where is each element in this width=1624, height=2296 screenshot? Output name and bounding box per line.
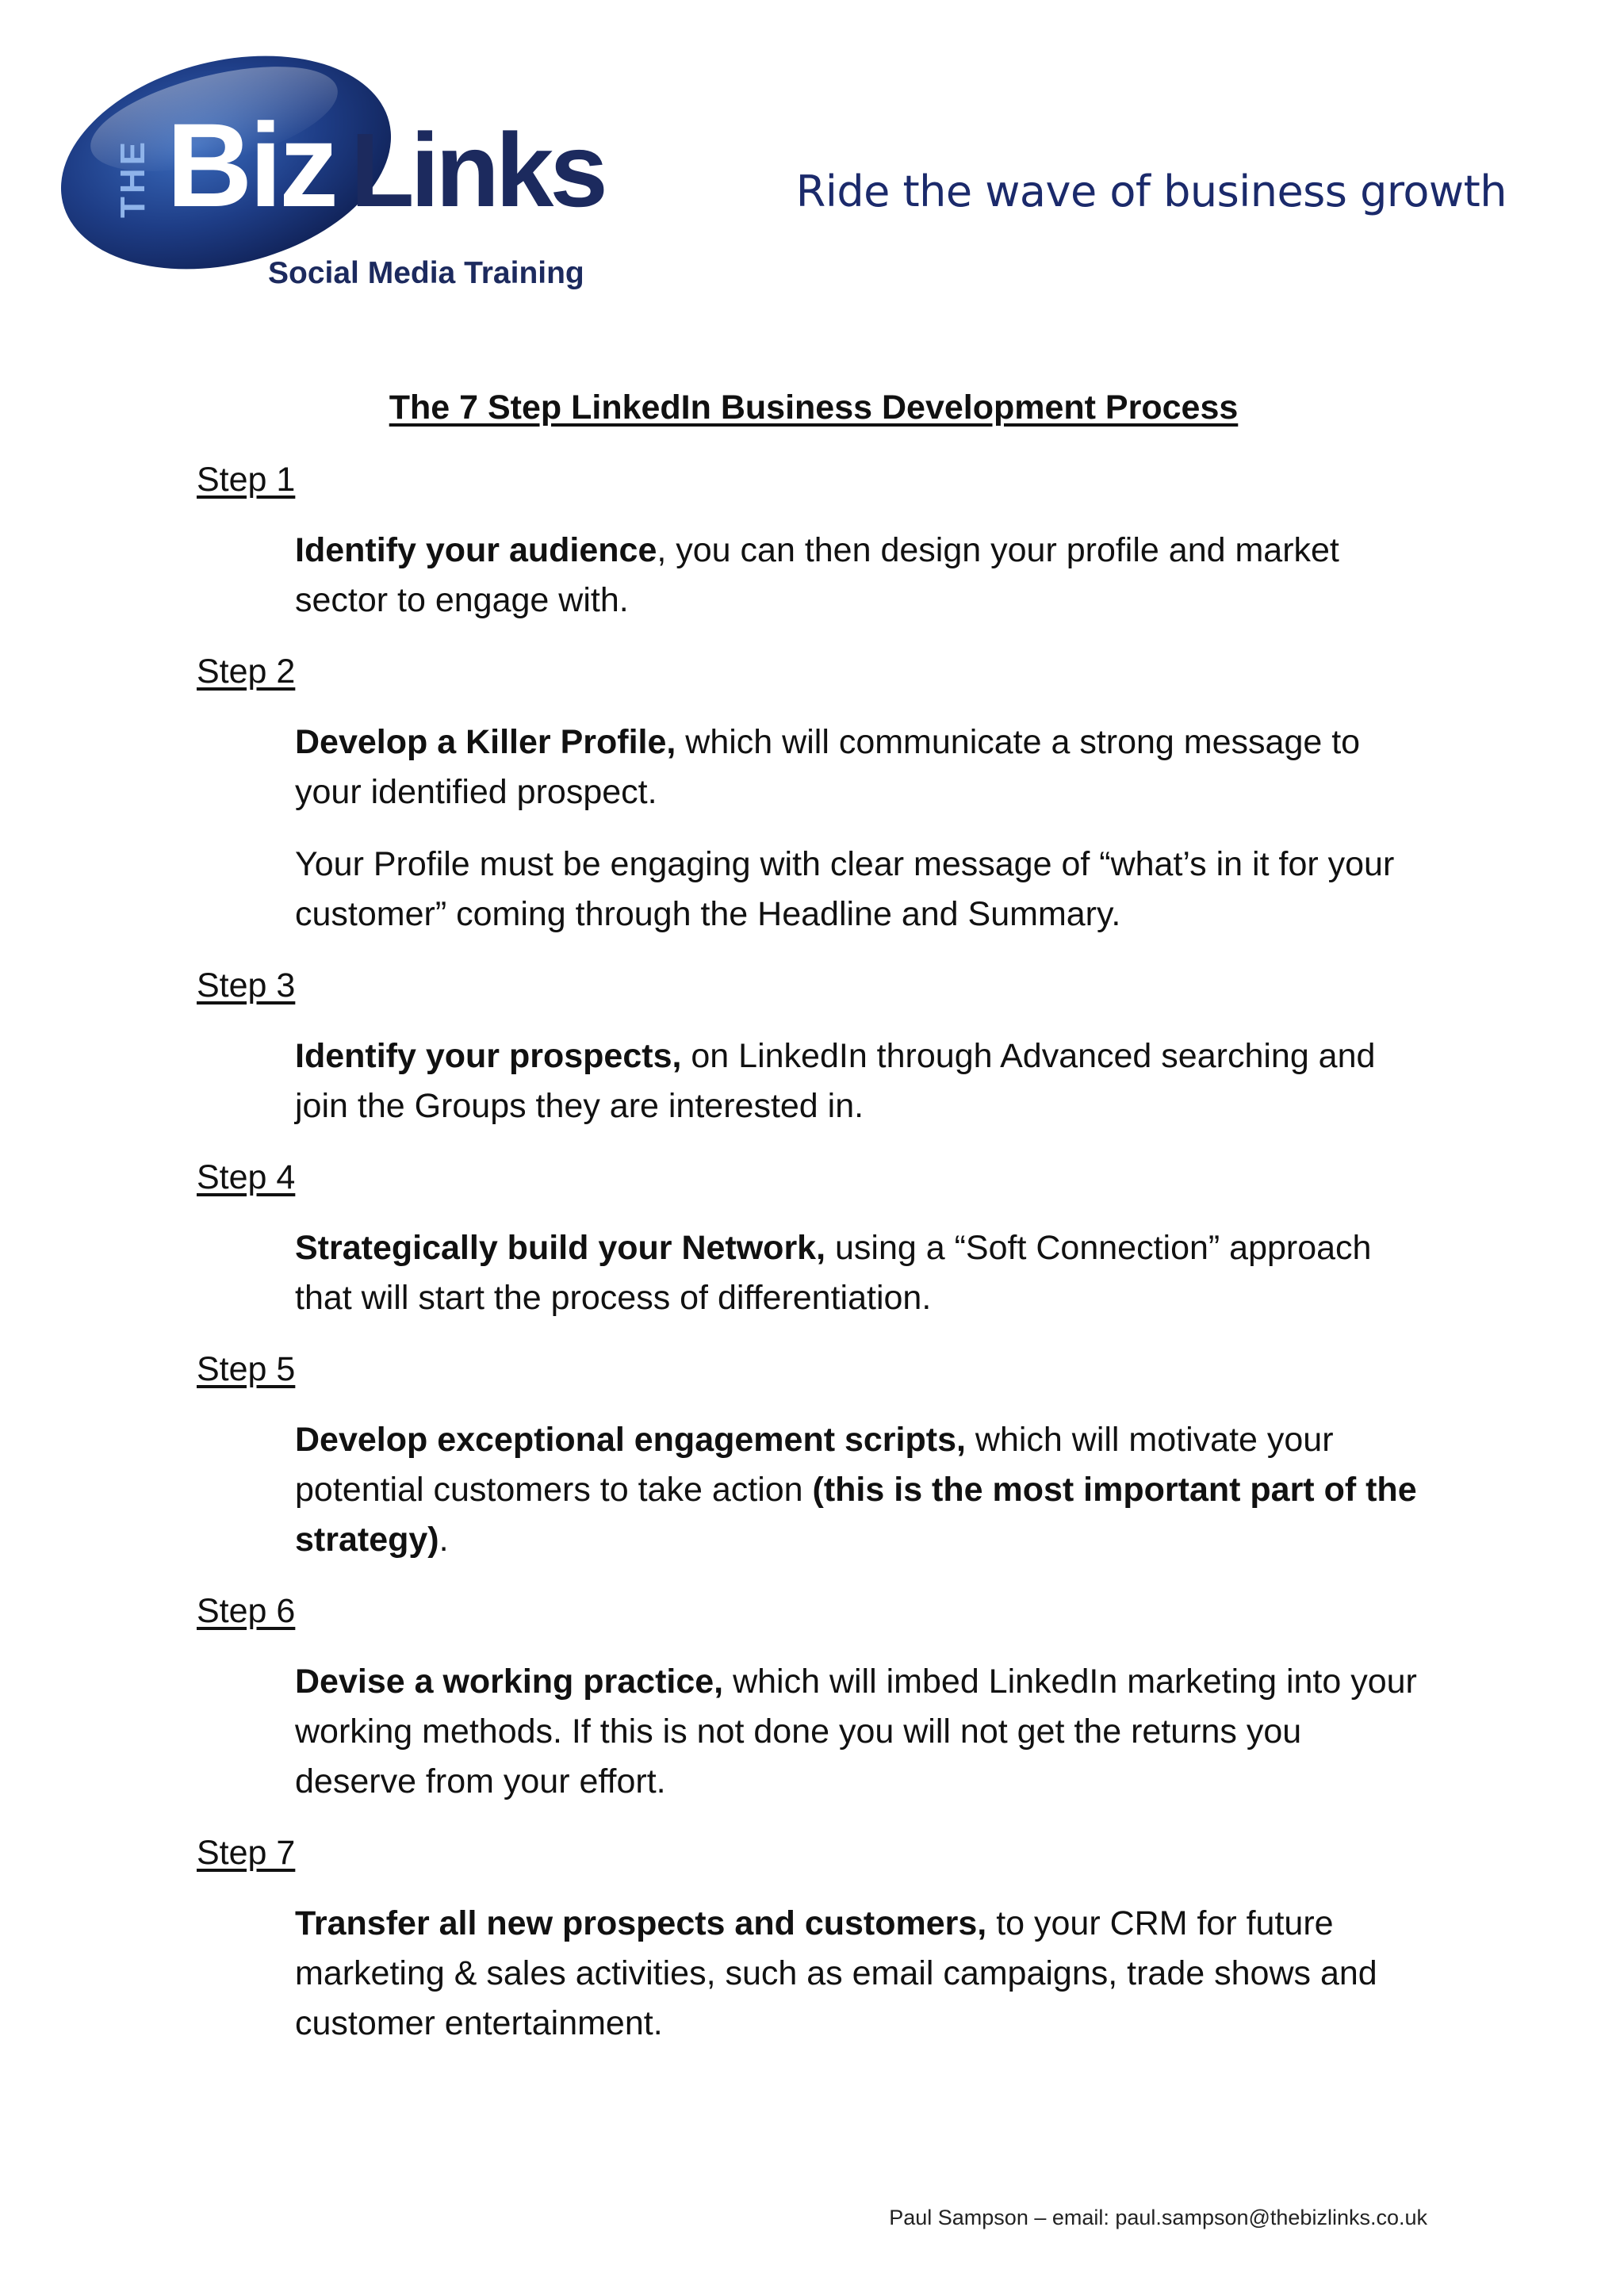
step-body [295, 1223, 1421, 1323]
step-heading: Step 1 [197, 461, 296, 499]
step-bold-text: Identify your prospects, [295, 1037, 682, 1075]
tagline: Ride the wave of business growth [795, 166, 1507, 216]
step-body [295, 1657, 1421, 1807]
step-paragraph [295, 1223, 1421, 1323]
logo-links-text: Links [350, 112, 604, 228]
step-text: Your Profile must be engaging with clear message of “what’s in it for your customer” coming through the Headline and Summary. [295, 845, 1395, 933]
logo-subtitle-text: Social Media Training [268, 256, 584, 290]
step-2 [197, 648, 1434, 939]
step-text: which will communicate a strong message to your identified prospect. [295, 723, 1361, 811]
step-heading: Step 7 [197, 1834, 296, 1872]
step-5 [197, 1345, 1434, 1565]
main-content [197, 388, 1434, 2071]
step-text: to your CRM for future marketing & sales activities, such as email campaigns, trade shows and customer entertainment. [295, 1904, 1377, 2042]
step-paragraph [295, 718, 1421, 817]
step-bold-text: Develop exceptional engagement scripts, [295, 1421, 966, 1459]
logo-biz-text: Biz [167, 98, 335, 232]
step-heading: Step 6 [197, 1592, 296, 1630]
step-text: which will motivate your potential customers to take action [295, 1421, 1334, 1509]
step-bold-text: (this is the most important part of the strategy) [295, 1471, 1417, 1559]
step-7 [197, 1829, 1434, 2049]
footer-contact: Paul Sampson – email: paul.sampson@thebizlinks.co.uk [889, 2206, 1427, 2229]
step-bold-text: Strategically build your Network, [295, 1229, 826, 1267]
step-3 [197, 962, 1434, 1131]
step-paragraph [295, 1657, 1421, 1807]
step-text: , you can then design your profile and market sector to engage with. [295, 531, 1339, 619]
step-bold-text: Identify your audience [295, 531, 657, 569]
step-text: on LinkedIn through Advanced searching and join the Groups they are interested in. [295, 1037, 1376, 1125]
step-heading: Step 2 [197, 652, 296, 691]
bizlinks-logo [56, 44, 626, 305]
step-paragraph [295, 1899, 1421, 2049]
step-text: . [439, 1521, 449, 1559]
logo-the-text: THE [113, 139, 152, 218]
step-body [295, 1899, 1421, 2049]
step-paragraph [295, 526, 1421, 626]
step-bold-text: Devise a working practice, [295, 1663, 724, 1701]
step-paragraph [295, 1415, 1421, 1565]
step-body [295, 1415, 1421, 1565]
document-title: The 7 Step LinkedIn Business Development Process [389, 388, 1239, 427]
step-bold-text: Develop a Killer Profile, [295, 723, 676, 761]
step-1 [197, 456, 1434, 626]
step-paragraph [295, 840, 1421, 939]
step-body [295, 1031, 1421, 1131]
step-heading: Step 4 [197, 1158, 296, 1196]
step-paragraph [295, 1031, 1421, 1131]
step-4 [197, 1154, 1434, 1323]
step-body [295, 526, 1421, 626]
step-bold-text: Transfer all new prospects and customers, [295, 1904, 987, 1942]
step-text: using a “Soft Connection” approach that will start the process of differentiation. [295, 1229, 1372, 1317]
step-6 [197, 1587, 1434, 1807]
step-heading: Step 3 [197, 966, 296, 1004]
step-text: which will imbed LinkedIn marketing into your working methods. If this is not done you will not get the returns you deserve from your effort. [295, 1663, 1417, 1800]
step-heading: Step 5 [197, 1350, 296, 1388]
step-body [295, 718, 1421, 939]
